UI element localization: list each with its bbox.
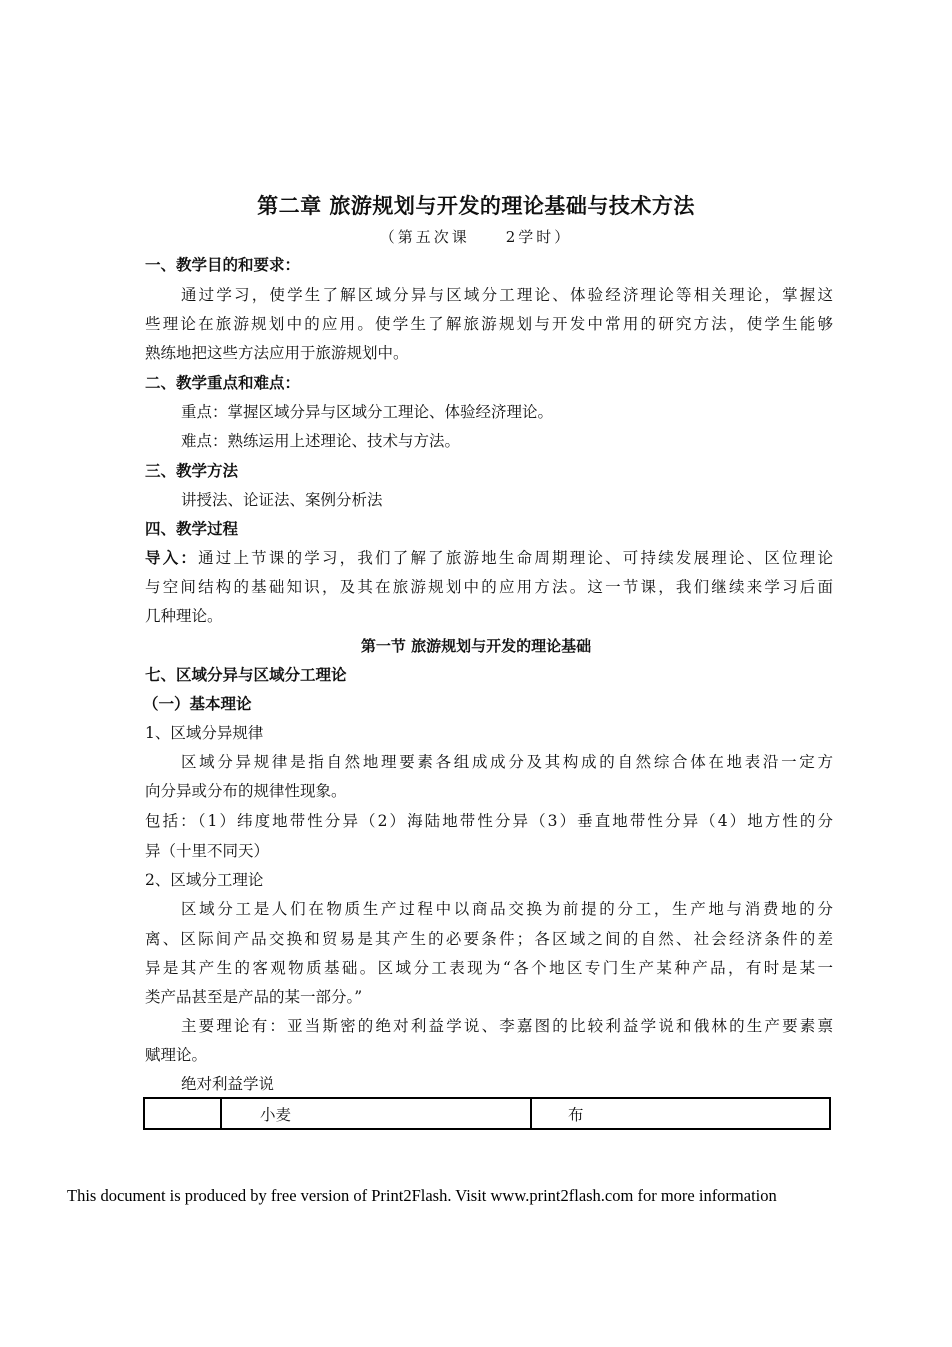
table-cell: 布	[531, 1098, 830, 1129]
print2flash-footer: This document is produced by free version of Print2Flash. Visit www.print2flash.com for more information	[67, 1186, 777, 1205]
paragraph-line: 异是其产生的客观物质基础。区域分工表现为“各个地区专门生产某种产品，有时是某一	[145, 959, 833, 977]
key-point-text: 重点：掌握区域分异与区域分工理论、体验经济理论。	[181, 403, 554, 421]
intro-line	[145, 547, 833, 569]
paragraph-line: 赋理论。	[145, 1046, 208, 1064]
paragraph-line: 类产品甚至是产品的某一部分。”	[145, 988, 363, 1006]
section-heading-methods: 三、教学方法	[145, 461, 239, 480]
table-row	[144, 1098, 830, 1129]
section-heading-objectives: 一、教学目的和要求：	[145, 255, 301, 274]
intro-label: 导入：	[145, 548, 199, 567]
paragraph-line: 几种理论。	[145, 607, 223, 625]
paragraph-line: 包括：（1）纬度地带性分异（2）海陆地带性分异（3）垂直地带性分异（4）地方性的分	[145, 812, 833, 830]
paragraph-line: 区域分工是人们在物质生产过程中以商品交换为前提的分工，生产地与消费地的分	[181, 900, 833, 918]
section-one-title: 第一节 旅游规划与开发的理论基础	[360, 637, 592, 655]
section-heading-key-points: 二、教学重点和难点：	[145, 373, 301, 392]
paragraph-line: 向分异或分布的规律性现象。	[145, 782, 347, 800]
item-one-title: 1、区域分异规律	[145, 724, 264, 742]
heading-seven: 七、区域分异与区域分工理论	[145, 665, 347, 684]
table-cell	[144, 1098, 221, 1129]
chapter-title: 第二章 旅游规划与开发的理论基础与技术方法	[257, 193, 695, 218]
paragraph-line: 异（十里不同天）	[145, 842, 270, 860]
paragraph-line: 离、区际间产品交换和贸易是其产生的必要条件；各区域之间的自然、社会经济条件的差	[145, 930, 833, 948]
paragraph-line: 区域分异规律是指自然地理要素各组成成分及其构成的自然综合体在地表沿一定方	[181, 753, 833, 771]
item-two-title: 2、区域分工理论	[145, 871, 264, 889]
absolute-advantage-table	[143, 1097, 831, 1130]
section-heading-process: 四、教学过程	[145, 519, 239, 538]
chapter-subtitle: （第五次课 2学时）	[379, 228, 573, 246]
paragraph-line: 熟练地把这些方法应用于旅游规划中。	[145, 344, 409, 362]
intro-text: 通过上节课的学习，我们了解了旅游地生命周期理论、可持续发展理论、区位理论	[198, 549, 833, 567]
paragraph-line: 与空间结构的基础知识，及其在旅游规划中的应用方法。这一节课，我们继续来学习后面	[145, 578, 833, 596]
paragraph-line: 些理论在旅游规划中的应用。使学生了解旅游规划与开发中常用的研究方法，使学生能够	[145, 315, 833, 333]
methods-text: 讲授法、论证法、案例分析法	[181, 491, 383, 509]
table-cell: 小麦	[221, 1098, 531, 1129]
difficult-point-text: 难点：熟练运用上述理论、技术与方法。	[181, 432, 461, 450]
table-caption: 绝对利益学说	[181, 1075, 275, 1093]
paragraph-line: 主要理论有：亚当斯密的绝对利益学说、李嘉图的比较利益学说和俄林的生产要素禀	[181, 1017, 833, 1035]
paragraph-line: 通过学习，使学生了解区域分异与区域分工理论、体验经济理论等相关理论，掌握这	[181, 286, 833, 304]
subheading-basic-theory: （一）基本理论	[143, 694, 252, 713]
